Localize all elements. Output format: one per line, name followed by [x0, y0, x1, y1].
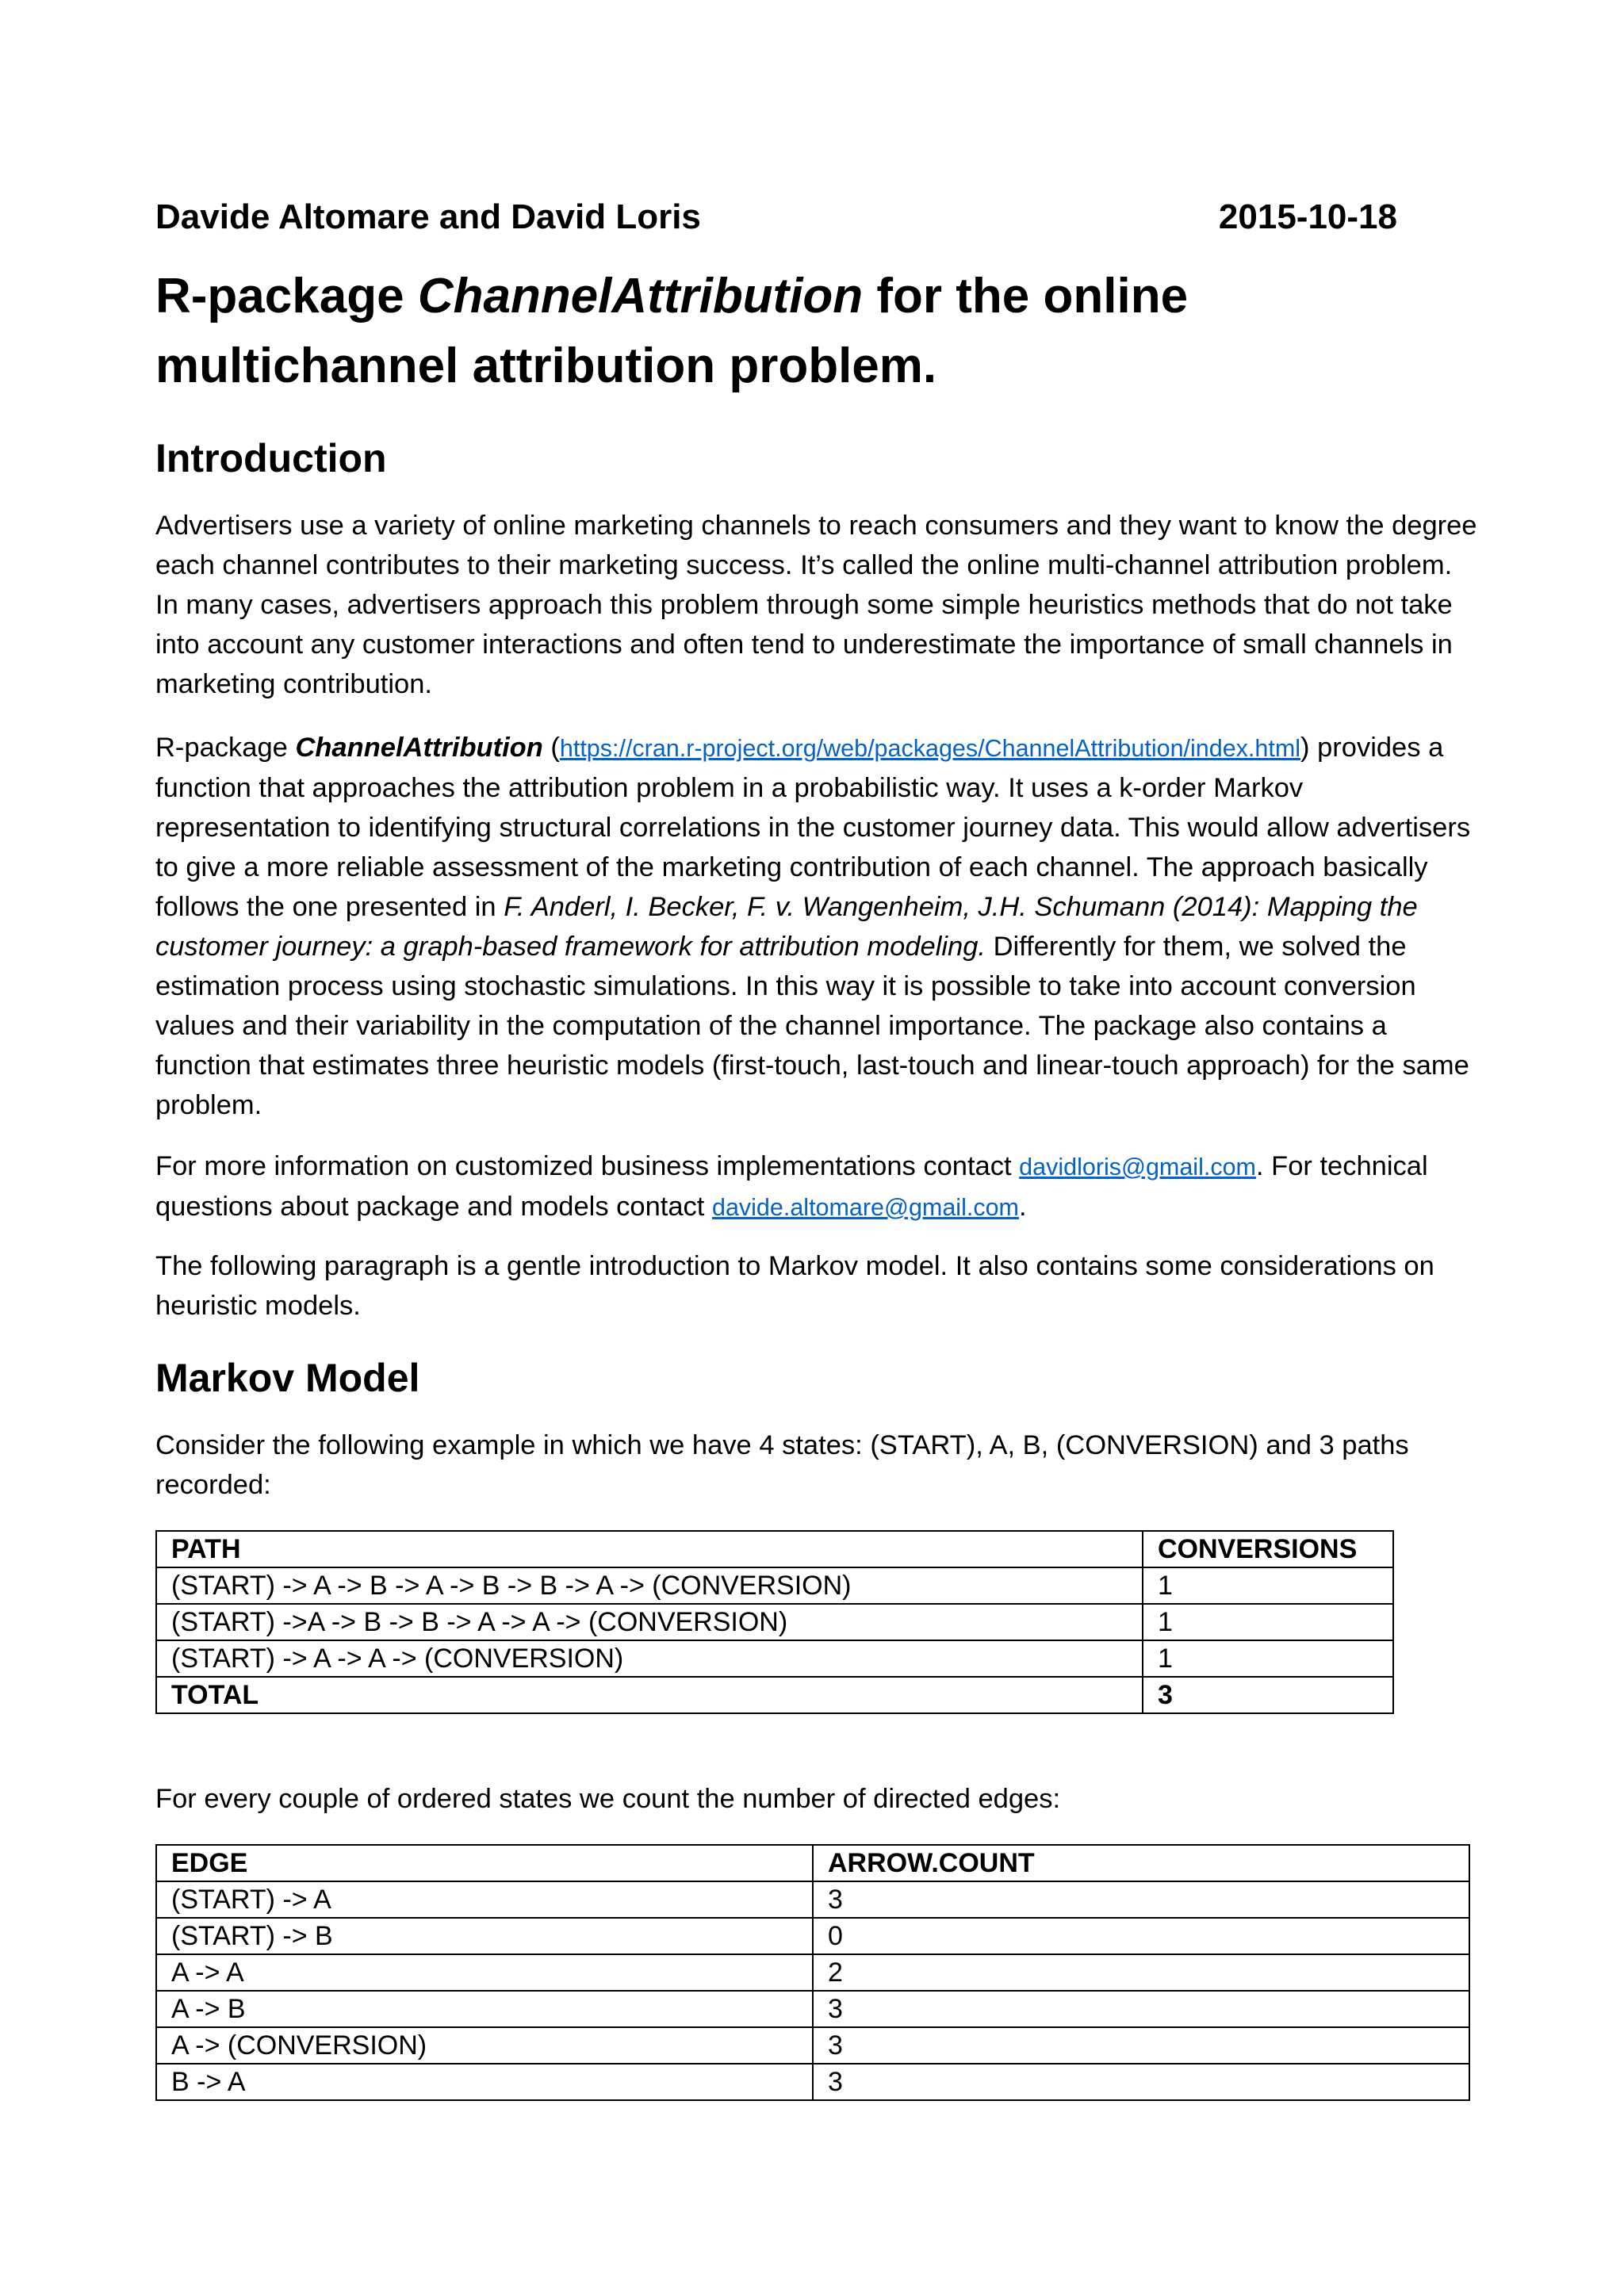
table-cell: 3: [1143, 1677, 1393, 1713]
table-cell: 1: [1143, 1640, 1393, 1677]
column-header: PATH: [156, 1531, 1143, 1567]
title-suffix: for the online multichannel attribution problem.: [155, 269, 1189, 393]
p2-package-name: ChannelAttribution: [295, 733, 543, 763]
intro-paragraph-4: The following paragraph is a gentle introduction to Markov model. It also contains some considerations on heuristic models.: [155, 1251, 1434, 1321]
table-cell: (START) -> A: [156, 1881, 813, 1918]
table-cell: 2: [813, 1954, 1469, 1991]
table-cell: B -> A: [156, 2064, 813, 2100]
table-row: [156, 1991, 1469, 2027]
table-row: [156, 1640, 1393, 1677]
paths-table: [155, 1530, 1394, 1714]
page-title: [155, 262, 1488, 401]
table-row: [156, 1918, 1469, 1954]
table-total-row: [156, 1677, 1393, 1713]
p2-open: (: [542, 733, 560, 763]
table-row: [156, 1881, 1469, 1918]
markov-paragraph-2: For every couple of ordered states we count the number of directed edges:: [155, 1784, 1061, 1814]
date: 2015-10-18: [1218, 197, 1397, 236]
table-cell: TOTAL: [156, 1677, 1143, 1713]
column-header: CONVERSIONS: [1143, 1531, 1393, 1567]
intro-paragraph-1: Advertisers use a variety of online marketing channels to reach consumers and they want to know the degree each channel contributes to their marketing success. It’s called the online multi-channel attribution problem. In many cases, advertisers approach this problem through some simple heuristics methods that do not take into account any customer interactions and often tend to underestimate the importance of small channels in marketing contribution.: [155, 511, 1477, 699]
table-cell: (START) -> A -> A -> (CONVERSION): [156, 1640, 1143, 1677]
column-header: EDGE: [156, 1845, 813, 1881]
intro-paragraph-3: [155, 1146, 1481, 1227]
table-row: [156, 2064, 1469, 2100]
table-cell: 1: [1143, 1567, 1393, 1604]
table-cell: 1: [1143, 1604, 1393, 1640]
table-cell: (START) ->A -> B -> B -> A -> A -> (CONVERSION): [156, 1604, 1143, 1640]
table-row: [156, 1604, 1393, 1640]
table-cell: (START) -> B: [156, 1918, 813, 1954]
cran-link[interactable]: https://cran.r-project.org/web/packages/ChannelAttribution/index.html: [559, 735, 1301, 762]
title-package-name: ChannelAttribution: [417, 269, 864, 323]
table-cell: 3: [813, 1991, 1469, 2027]
p2-tail: Differently for them, we solved the estimation process using stochastic simulations. In this way it is possible to take into account conversion values and their variability in the computation of the channel importance. The package also contains a function that estimates three heuristic models (first-touch, last-touch and linear-touch approach) for the same problem.: [155, 932, 1469, 1120]
table-cell: A -> B: [156, 1991, 813, 2027]
table-row: [156, 2027, 1469, 2064]
email-link-david[interactable]: davidloris@gmail.com: [1019, 1154, 1256, 1181]
table-cell: A -> A: [156, 1954, 813, 1991]
table-cell: A -> (CONVERSION): [156, 2027, 813, 2064]
p2-body: ) provides a function that approaches the attribution problem in a probabilistic way. It uses a k-order Markov representation to identifying structural correlations in the customer journey data. This would allow advertisers to give a more reliable assessment of the marketing contribution of each channel. The approach basically follows the one presented in: [155, 733, 1471, 922]
table-header-row: [156, 1531, 1393, 1567]
header-row: [155, 195, 1397, 239]
table-header-row: [156, 1845, 1469, 1881]
p3-text-b: . For technical questions about package and models contact: [155, 1151, 1428, 1222]
markov-model-heading: Markov Model: [155, 1356, 420, 1400]
intro-paragraph-2: [155, 728, 1481, 1125]
table-row: [156, 1567, 1393, 1604]
markov-paragraph-1: Consider the following example in which we have 4 states: (START), A, B, (CONVERSION) and 3 paths recorded:: [155, 1430, 1409, 1500]
introduction-heading: Introduction: [155, 436, 387, 480]
table-cell: 0: [813, 1918, 1469, 1954]
authors: Davide Altomare and David Loris: [155, 197, 701, 236]
table-cell: (START) -> A -> B -> A -> B -> B -> A -> (CONVERSION): [156, 1567, 1143, 1604]
p2-citation: F. Anderl, I. Becker, F. v. Wangenheim, J.H. Schumann (2014): Mapping the customer journey: a graph-based framework for attribution modeling.: [155, 892, 1418, 962]
p3-text-a: For more information on customized business implementations contact: [155, 1151, 1020, 1181]
table-row: [156, 1954, 1469, 1991]
title-prefix: R-package: [155, 269, 418, 323]
p3-text-c: .: [1018, 1192, 1027, 1222]
table-cell: 3: [813, 2064, 1469, 2100]
column-header: ARROW.COUNT: [813, 1845, 1469, 1881]
email-link-davide[interactable]: davide.altomare@gmail.com: [711, 1194, 1019, 1221]
table-cell: 3: [813, 1881, 1469, 1918]
p2-lead: R-package: [155, 733, 296, 763]
edges-table: [155, 1844, 1470, 2101]
table-cell: 3: [813, 2027, 1469, 2064]
